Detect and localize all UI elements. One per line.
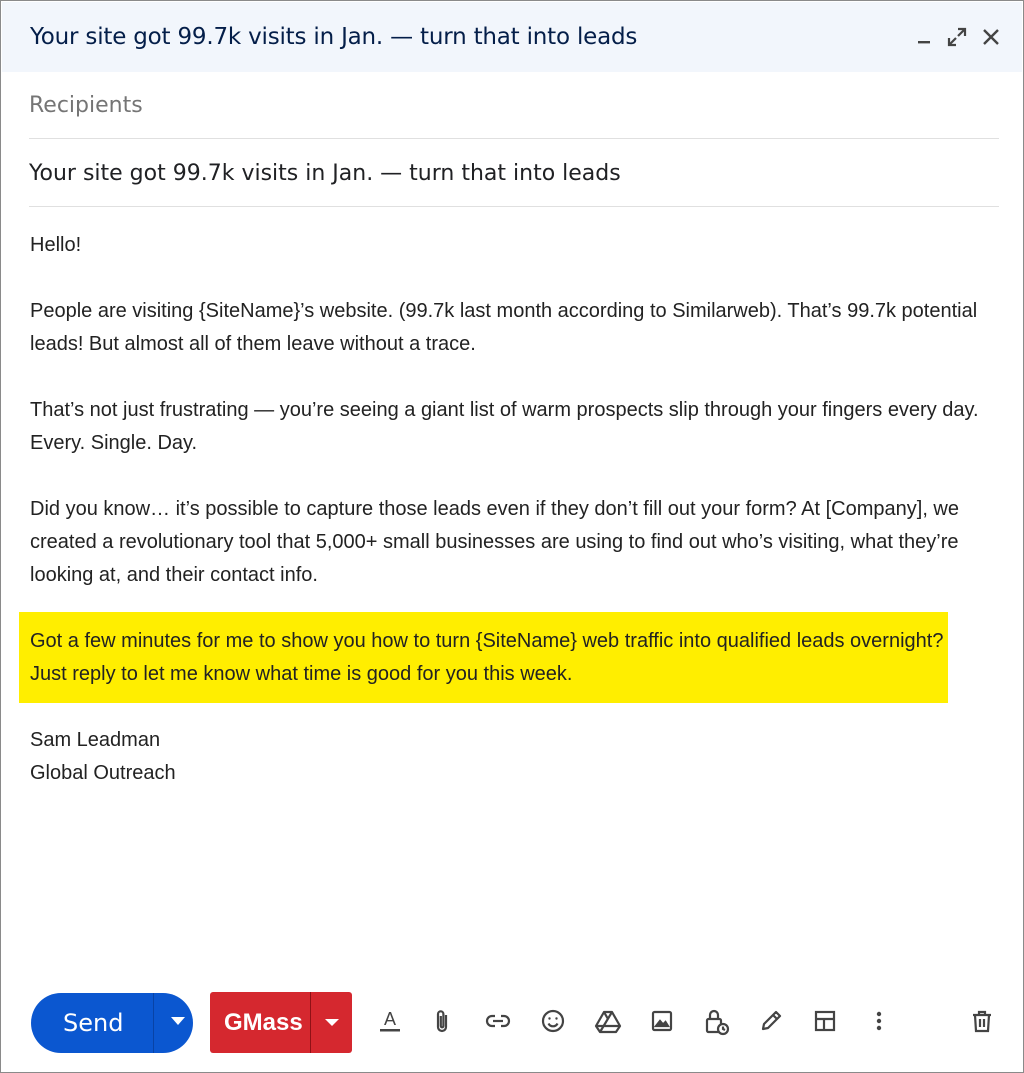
compose-toolbar — [1, 986, 1024, 1066]
send-options-chevron-icon[interactable] — [171, 1017, 185, 1025]
compose-title: Your site got 99.7k visits in Jan. — turn that into leads — [30, 24, 638, 50]
body-paragraph-3: Did you know… it’s possible to capture those leads even if they don’t fill out your form? At [Company], we created a revolutionary tool that 5,000+ small businesses are using to find out who’s visiting, what they’re looking at, and their contact info. — [30, 498, 959, 586]
signature-pen-icon[interactable] — [756, 1006, 786, 1036]
compose-header — [2, 2, 1022, 72]
gmass-button[interactable] — [210, 992, 352, 1053]
signature-org: Global Outreach — [30, 762, 176, 784]
expand-icon[interactable] — [944, 24, 970, 50]
drive-icon[interactable] — [593, 1006, 623, 1036]
close-icon[interactable] — [978, 24, 1004, 50]
subject-field[interactable] — [29, 139, 999, 207]
minimize-icon[interactable] — [912, 24, 938, 50]
highlighted-paragraph: Got a few minutes for me to show you how to turn {SiteName} web traffic into qualified leads overnight? Just reply to let me know what time is good for you this week. — [30, 630, 944, 685]
layout-icon[interactable] — [810, 1006, 840, 1036]
body-paragraph-1: People are visiting {SiteName}’s website. (99.7k last month according to Similarweb). That’s 99.7k potential leads! But almost all of them leave without a trace. — [30, 300, 978, 355]
format-text-icon[interactable] — [375, 1006, 405, 1036]
greeting-text: Hello! — [30, 234, 82, 256]
link-icon[interactable] — [483, 1006, 513, 1036]
send-label: Send — [63, 1009, 124, 1037]
message-body[interactable] — [30, 229, 1005, 625]
subject-text: Your site got 99.7k visits in Jan. — turn that into leads — [29, 161, 621, 186]
body-paragraph-2: That’s not just frustrating — you’re seeing a giant list of warm prospects slip through your fingers every day. Every. Single. Day. — [30, 399, 979, 454]
trash-icon[interactable] — [967, 1006, 997, 1036]
gmass-options-chevron-icon[interactable] — [325, 1019, 339, 1026]
gmass-divider — [310, 992, 311, 1053]
recipients-field[interactable] — [29, 73, 999, 139]
recipients-placeholder: Recipients — [29, 93, 143, 118]
more-options-icon[interactable] — [864, 1006, 894, 1036]
attach-icon[interactable] — [428, 1006, 458, 1036]
send-button[interactable] — [31, 993, 193, 1053]
confidential-lock-icon[interactable] — [701, 1006, 731, 1036]
svg-text:A: A — [383, 1009, 397, 1029]
signature — [30, 724, 176, 790]
emoji-icon[interactable] — [538, 1006, 568, 1036]
send-divider — [153, 993, 154, 1053]
gmass-label: GMass — [224, 1009, 303, 1036]
signature-name: Sam Leadman — [30, 729, 161, 751]
photo-icon[interactable] — [647, 1006, 677, 1036]
